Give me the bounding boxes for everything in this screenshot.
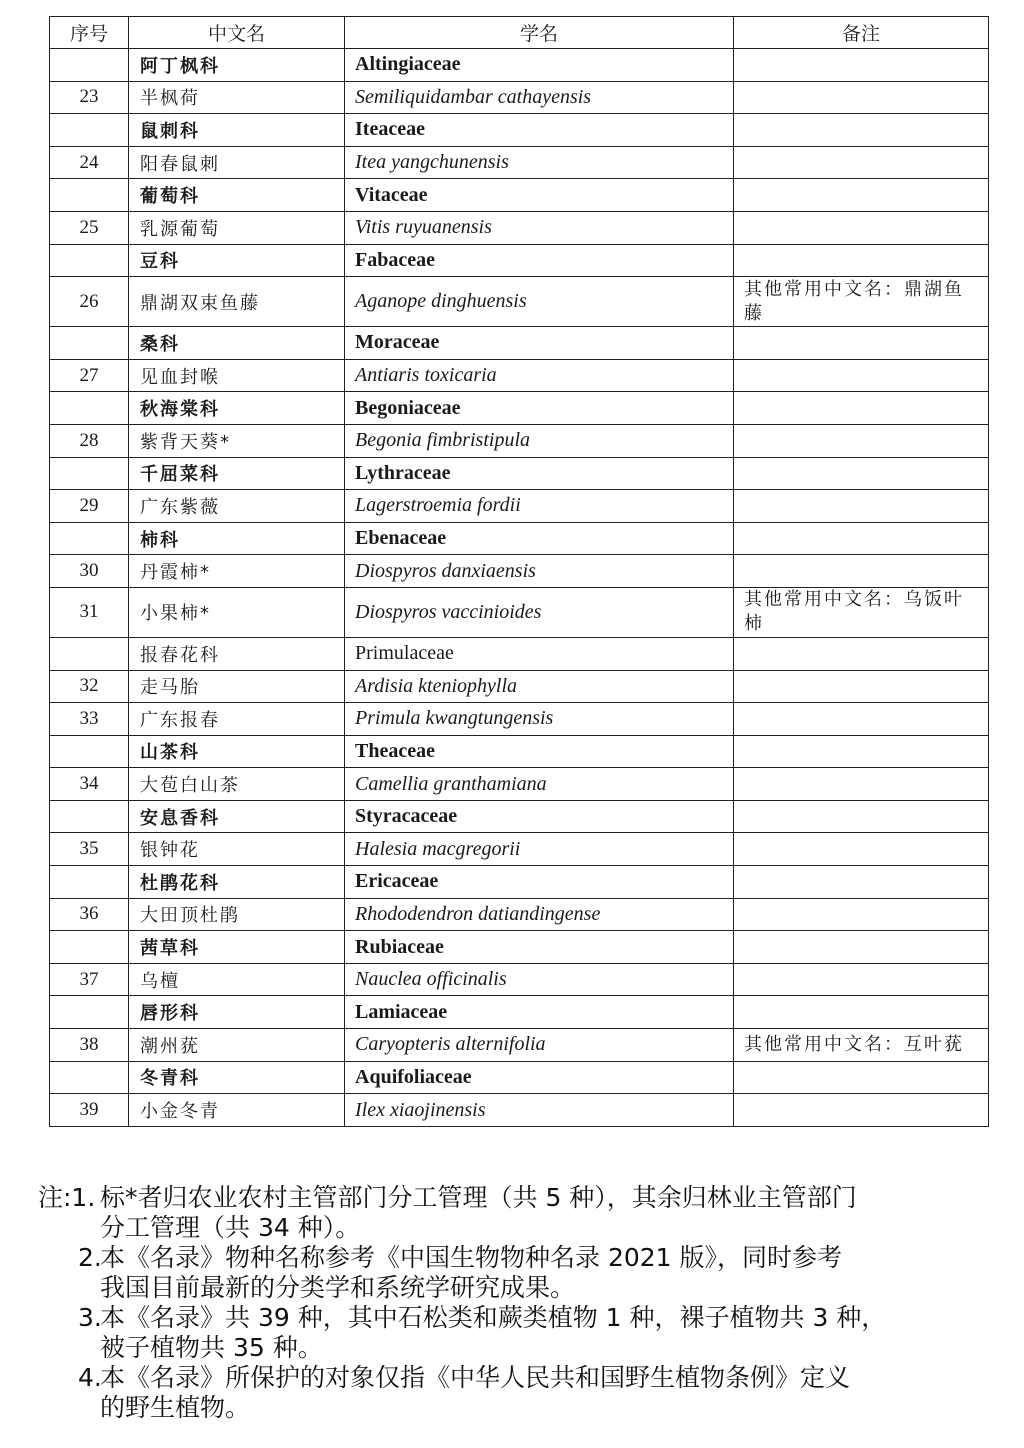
scientific-name: Antiaris toxicaria bbox=[345, 359, 734, 392]
header-number: 序号 bbox=[50, 17, 129, 49]
remark bbox=[734, 866, 989, 899]
remark bbox=[734, 359, 989, 392]
scientific-name: Begonia fimbristipula bbox=[345, 424, 734, 457]
row-number: 32 bbox=[50, 670, 129, 703]
footnote-text: 标*者归农业农村主管部门分工管理（共 5 种），其余归林业主管部门 bbox=[100, 1183, 857, 1212]
row-number: 28 bbox=[50, 424, 129, 457]
footnote-line bbox=[38, 1273, 1013, 1303]
family-row bbox=[50, 327, 989, 360]
remark bbox=[734, 1061, 989, 1094]
scientific-name: Vitaceae bbox=[345, 179, 734, 212]
species-row bbox=[50, 587, 989, 637]
chinese-name: 广东紫薇 bbox=[129, 490, 345, 523]
family-row bbox=[50, 637, 989, 670]
footnotes bbox=[38, 1183, 1013, 1423]
row-number: 26 bbox=[50, 277, 129, 327]
chinese-name: 大苞白山茶 bbox=[129, 768, 345, 801]
footnote-marker: 3. bbox=[78, 1303, 102, 1332]
species-table-container bbox=[49, 16, 988, 1127]
scientific-name: Semiliquidambar cathayensis bbox=[345, 81, 734, 114]
footnote-text: 分工管理（共 34 种）。 bbox=[100, 1213, 361, 1242]
remark: 其他常用中文名：互叶莸 bbox=[734, 1029, 989, 1062]
chinese-name: 报春花科 bbox=[129, 637, 345, 670]
remark bbox=[734, 1094, 989, 1127]
scientific-name: Ardisia kteniophylla bbox=[345, 670, 734, 703]
chinese-name: 走马胎 bbox=[129, 670, 345, 703]
chinese-name: 广东报春 bbox=[129, 703, 345, 736]
scientific-name: Camellia granthamiana bbox=[345, 768, 734, 801]
footnote-line bbox=[38, 1183, 1013, 1213]
chinese-name: 潮州莸 bbox=[129, 1029, 345, 1062]
chinese-name: 鼎湖双束鱼藤 bbox=[129, 277, 345, 327]
footnote-text: 本《名录》共 39 种，其中石松类和蕨类植物 1 种，裸子植物共 3 种， bbox=[100, 1303, 887, 1332]
species-row bbox=[50, 833, 989, 866]
species-row bbox=[50, 898, 989, 931]
species-row bbox=[50, 424, 989, 457]
scientific-name: Nauclea officinalis bbox=[345, 963, 734, 996]
chinese-name: 杜鹃花科 bbox=[129, 866, 345, 899]
chinese-name: 小金冬青 bbox=[129, 1094, 345, 1127]
species-row bbox=[50, 768, 989, 801]
chinese-name: 银钟花 bbox=[129, 833, 345, 866]
family-row bbox=[50, 49, 989, 82]
family-row bbox=[50, 114, 989, 147]
scientific-name: Primula kwangtungensis bbox=[345, 703, 734, 736]
chinese-name: 乌檀 bbox=[129, 963, 345, 996]
family-row bbox=[50, 522, 989, 555]
chinese-name: 唇形科 bbox=[129, 996, 345, 1029]
row-number: 33 bbox=[50, 703, 129, 736]
row-number bbox=[50, 244, 129, 277]
family-row bbox=[50, 996, 989, 1029]
remark bbox=[734, 327, 989, 360]
row-number: 37 bbox=[50, 963, 129, 996]
scientific-name: Styracaceae bbox=[345, 800, 734, 833]
species-row bbox=[50, 81, 989, 114]
row-number bbox=[50, 996, 129, 1029]
row-number: 39 bbox=[50, 1094, 129, 1127]
row-number: 29 bbox=[50, 490, 129, 523]
footnote-line bbox=[38, 1363, 1013, 1393]
chinese-name: 秋海棠科 bbox=[129, 392, 345, 425]
family-row bbox=[50, 1061, 989, 1094]
remark bbox=[734, 457, 989, 490]
chinese-name: 见血封喉 bbox=[129, 359, 345, 392]
species-row bbox=[50, 703, 989, 736]
remark: 其他常用中文名：乌饭叶柿 bbox=[734, 587, 989, 637]
row-number bbox=[50, 179, 129, 212]
family-row bbox=[50, 244, 989, 277]
remark bbox=[734, 179, 989, 212]
species-row bbox=[50, 211, 989, 244]
row-number bbox=[50, 735, 129, 768]
footnote-text: 的野生植物。 bbox=[100, 1393, 251, 1422]
scientific-name: Iteaceae bbox=[345, 114, 734, 147]
remark bbox=[734, 963, 989, 996]
row-number: 30 bbox=[50, 555, 129, 588]
scientific-name: Ilex xiaojinensis bbox=[345, 1094, 734, 1127]
row-number bbox=[50, 522, 129, 555]
row-number bbox=[50, 866, 129, 899]
footnote-text: 被子植物共 35 种。 bbox=[100, 1333, 323, 1362]
row-number: 38 bbox=[50, 1029, 129, 1062]
row-number: 27 bbox=[50, 359, 129, 392]
remark bbox=[734, 931, 989, 964]
footnote-text: 本《名录》所保护的对象仅指《中华人民共和国野生植物条例》定义 bbox=[100, 1363, 851, 1392]
footnote-line bbox=[38, 1243, 1013, 1273]
row-number: 35 bbox=[50, 833, 129, 866]
footnote-marker: 4. bbox=[78, 1363, 102, 1392]
row-number bbox=[50, 114, 129, 147]
chinese-name: 乳源葡萄 bbox=[129, 211, 345, 244]
footnote-marker: 2. bbox=[78, 1243, 102, 1272]
chinese-name: 大田顶杜鹃 bbox=[129, 898, 345, 931]
species-row bbox=[50, 146, 989, 179]
remark bbox=[734, 490, 989, 523]
scientific-name: Diospyros vaccinioides bbox=[345, 587, 734, 637]
remark bbox=[734, 996, 989, 1029]
species-row bbox=[50, 963, 989, 996]
remark bbox=[734, 768, 989, 801]
remark bbox=[734, 703, 989, 736]
chinese-name: 桑科 bbox=[129, 327, 345, 360]
family-row bbox=[50, 392, 989, 425]
chinese-name: 鼠刺科 bbox=[129, 114, 345, 147]
chinese-name: 阿丁枫科 bbox=[129, 49, 345, 82]
remark bbox=[734, 211, 989, 244]
chinese-name: 千屈菜科 bbox=[129, 457, 345, 490]
remark bbox=[734, 670, 989, 703]
scientific-name: Moraceae bbox=[345, 327, 734, 360]
chinese-name: 葡萄科 bbox=[129, 179, 345, 212]
scientific-name: Begoniaceae bbox=[345, 392, 734, 425]
scientific-name: Fabaceae bbox=[345, 244, 734, 277]
remark bbox=[734, 898, 989, 931]
remark bbox=[734, 244, 989, 277]
scientific-name: Theaceae bbox=[345, 735, 734, 768]
footnote-line bbox=[38, 1333, 1013, 1363]
header-remarks: 备注 bbox=[734, 17, 989, 49]
remark bbox=[734, 555, 989, 588]
header-chinese-name: 中文名 bbox=[129, 17, 345, 49]
remark bbox=[734, 424, 989, 457]
species-row bbox=[50, 277, 989, 327]
scientific-name: Vitis ruyuanensis bbox=[345, 211, 734, 244]
family-row bbox=[50, 179, 989, 212]
row-number: 25 bbox=[50, 211, 129, 244]
remark bbox=[734, 49, 989, 82]
remark bbox=[734, 392, 989, 425]
scientific-name: Lagerstroemia fordii bbox=[345, 490, 734, 523]
scientific-name: Primulaceae bbox=[345, 637, 734, 670]
chinese-name: 紫背天葵* bbox=[129, 424, 345, 457]
footnote-line bbox=[38, 1303, 1013, 1333]
scientific-name: Ebenaceae bbox=[345, 522, 734, 555]
scientific-name: Lamiaceae bbox=[345, 996, 734, 1029]
remark bbox=[734, 800, 989, 833]
row-number bbox=[50, 327, 129, 360]
row-number: 36 bbox=[50, 898, 129, 931]
species-table bbox=[49, 16, 989, 1127]
scientific-name: Rubiaceae bbox=[345, 931, 734, 964]
row-number bbox=[50, 800, 129, 833]
scientific-name: Caryopteris alternifolia bbox=[345, 1029, 734, 1062]
scientific-name: Aquifoliaceae bbox=[345, 1061, 734, 1094]
chinese-name: 半枫荷 bbox=[129, 81, 345, 114]
footnote-line bbox=[38, 1393, 1013, 1423]
chinese-name: 山茶科 bbox=[129, 735, 345, 768]
family-row bbox=[50, 457, 989, 490]
chinese-name: 阳春鼠刺 bbox=[129, 146, 345, 179]
footnote-text: 本《名录》物种名称参考《中国生物物种名录 2021 版》，同时参考 bbox=[100, 1243, 843, 1272]
footnote-marker: 注:1. bbox=[38, 1183, 96, 1212]
row-number: 31 bbox=[50, 587, 129, 637]
remark bbox=[734, 637, 989, 670]
row-number: 23 bbox=[50, 81, 129, 114]
scientific-name: Ericaceae bbox=[345, 866, 734, 899]
header-scientific-name: 学名 bbox=[345, 17, 734, 49]
table-header-row bbox=[50, 17, 989, 49]
row-number: 24 bbox=[50, 146, 129, 179]
footnote-text: 我国目前最新的分类学和系统学研究成果。 bbox=[100, 1273, 576, 1302]
footnote-line bbox=[38, 1213, 1013, 1243]
table-body bbox=[50, 49, 989, 1127]
row-number bbox=[50, 1061, 129, 1094]
remark: 其他常用中文名：鼎湖鱼藤 bbox=[734, 277, 989, 327]
row-number: 34 bbox=[50, 768, 129, 801]
remark bbox=[734, 81, 989, 114]
remark bbox=[734, 146, 989, 179]
chinese-name: 柿科 bbox=[129, 522, 345, 555]
species-row bbox=[50, 1094, 989, 1127]
chinese-name: 豆科 bbox=[129, 244, 345, 277]
scientific-name: Altingiaceae bbox=[345, 49, 734, 82]
chinese-name: 安息香科 bbox=[129, 800, 345, 833]
scientific-name: Diospyros danxiaensis bbox=[345, 555, 734, 588]
scientific-name: Rhododendron datiandingense bbox=[345, 898, 734, 931]
chinese-name: 冬青科 bbox=[129, 1061, 345, 1094]
family-row bbox=[50, 735, 989, 768]
species-row bbox=[50, 1029, 989, 1062]
species-row bbox=[50, 670, 989, 703]
family-row bbox=[50, 800, 989, 833]
remark bbox=[734, 522, 989, 555]
species-row bbox=[50, 359, 989, 392]
scientific-name: Halesia macgregorii bbox=[345, 833, 734, 866]
family-row bbox=[50, 866, 989, 899]
remark bbox=[734, 114, 989, 147]
scientific-name: Itea yangchunensis bbox=[345, 146, 734, 179]
remark bbox=[734, 833, 989, 866]
chinese-name: 小果柿* bbox=[129, 587, 345, 637]
row-number bbox=[50, 392, 129, 425]
species-row bbox=[50, 490, 989, 523]
chinese-name: 茜草科 bbox=[129, 931, 345, 964]
row-number bbox=[50, 931, 129, 964]
row-number bbox=[50, 49, 129, 82]
scientific-name: Lythraceae bbox=[345, 457, 734, 490]
chinese-name: 丹霞柿* bbox=[129, 555, 345, 588]
family-row bbox=[50, 931, 989, 964]
row-number bbox=[50, 637, 129, 670]
species-row bbox=[50, 555, 989, 588]
remark bbox=[734, 735, 989, 768]
scientific-name: Aganope dinghuensis bbox=[345, 277, 734, 327]
row-number bbox=[50, 457, 129, 490]
